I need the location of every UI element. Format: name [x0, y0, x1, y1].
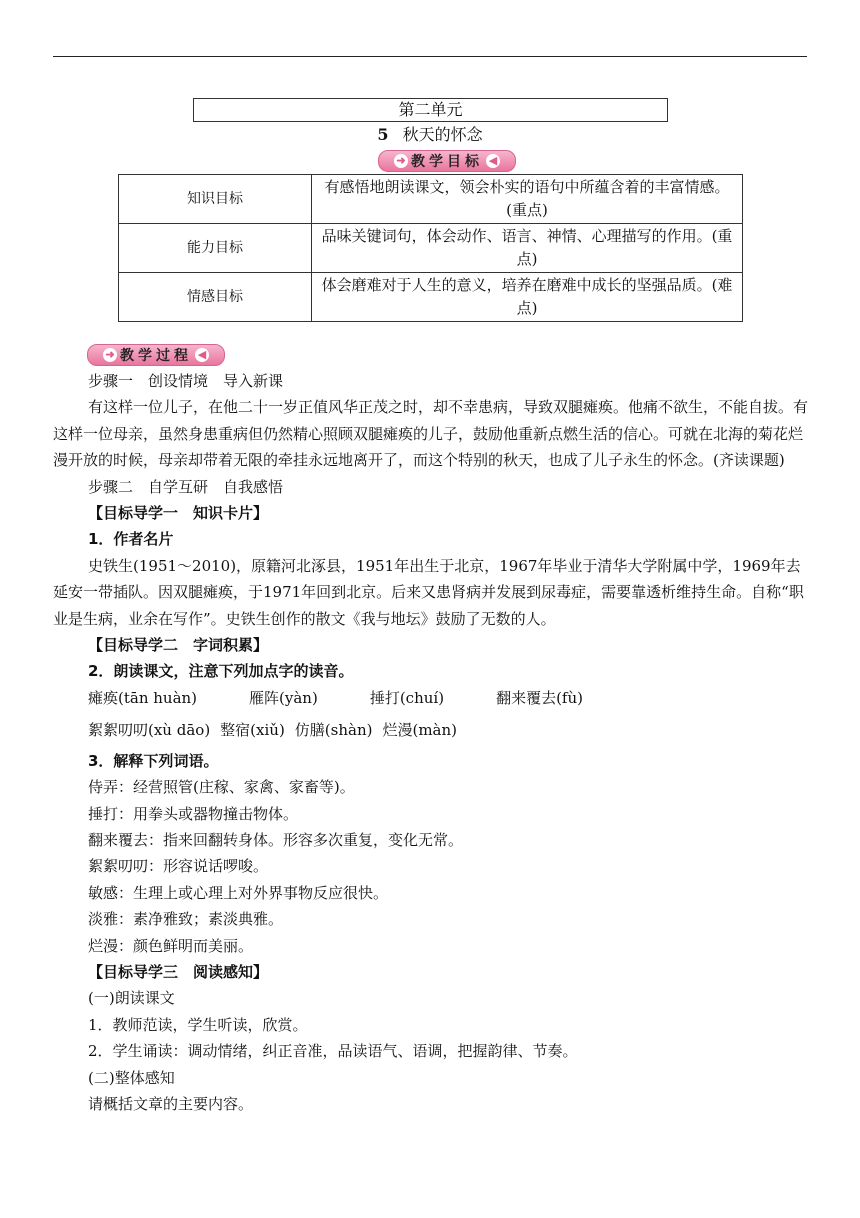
pronunciation-item: 整宿(xiǔ): [220, 721, 285, 740]
step-two: 步骤二 自学互研 自我感悟: [88, 477, 284, 496]
section-read-aloud: (一)朗读课文: [88, 989, 175, 1008]
pronunciation-item: 翻来覆去(fù): [496, 688, 583, 707]
goal-label: 能力目标: [119, 224, 312, 273]
pronunciation-item: 烂漫(màn): [382, 721, 458, 740]
pronunciation-item: 捶打(chuí): [369, 688, 445, 707]
pronunciation-item: 瘫痪(tān huàn): [88, 688, 198, 707]
goal-label: 知识目标: [119, 175, 312, 224]
table-row: [119, 224, 743, 273]
pronunciation-row: [53, 717, 809, 743]
goal-label: 情感目标: [119, 273, 312, 322]
step-one: 步骤一 创设情境 导入新课: [88, 372, 284, 390]
definition-item: 淡雅：素净雅致；素淡典雅。: [88, 910, 284, 929]
summary-prompt: 请概括文章的主要内容。: [88, 1094, 254, 1113]
pronunciation-item: 雁阵(yàn): [249, 688, 318, 707]
intro-paragraph: 有这样一位儿子，在他二十一岁正值风华正茂之时，却不幸患病，导致双腿瘫痪。他痛不欲生，不能自拔。有这样一位母亲，虽然身患重病但仍然精心照顾双腿瘫痪的儿子，鼓励他重新点燃生活的信心。可就在北海的菊花烂漫开放的时候，母亲却带着无限的牵挂永远地离开了，而这个特别的秋天，也成了儿子永生的怀念。(齐读课题): [53, 398, 809, 470]
teaching-process-badge: [87, 344, 225, 366]
definition-item: 烂漫：颜色鲜明而美丽。: [88, 936, 254, 955]
pronunciation-row: [53, 685, 809, 711]
teaching-goals-badge: [378, 150, 516, 172]
pronunciation-item: 仿膳(shàn): [294, 721, 373, 740]
badge-label: 教学目标: [411, 154, 483, 170]
pronunciation-heading: 2．朗读课文，注意下列加点字的读音。: [88, 662, 354, 681]
unit-title: 第二单元: [193, 98, 668, 122]
badge-label: 教学过程: [120, 348, 192, 364]
read-item: 2．学生诵读：调动情绪，纠正音准，品读语气、语调，把握韵律、节奏。: [88, 1042, 578, 1061]
goal-desc: 体会磨难对于人生的意义，培养在磨难中成长的坚强品质。(难点): [312, 273, 743, 322]
arrow-right-icon: ➜: [394, 154, 408, 168]
pronunciation-item: 絮絮叨叨(xù dāo): [88, 721, 211, 740]
read-item: 1．教师范读，学生听读，欣赏。: [88, 1015, 308, 1034]
table-row: [119, 175, 743, 224]
definition-item: 絮絮叨叨：形容说话啰唆。: [88, 857, 269, 876]
author-card-heading: 1．作者名片: [88, 530, 174, 549]
lesson-title: [0, 124, 860, 146]
definitions-heading: 3．解释下列词语。: [88, 751, 219, 770]
table-row: [119, 273, 743, 322]
guide-two-heading: 【目标导学二 字词积累】: [88, 636, 269, 655]
definition-item: 侍弄：经营照管(庄稼、家禽、家畜等)。: [88, 778, 355, 797]
guide-one-heading: 【目标导学一 知识卡片】: [88, 504, 269, 523]
guide-three-heading: 【目标导学三 阅读感知】: [88, 962, 269, 981]
section-overall: (二)整体感知: [88, 1068, 175, 1087]
lesson-body: [53, 368, 809, 1117]
goals-table: [118, 174, 743, 322]
goal-desc: 品味关键词句，体会动作、语言、神情、心理描写的作用。(重点): [312, 224, 743, 273]
lesson-number: 5: [377, 125, 389, 144]
goal-desc: 有感悟地朗读课文，领会朴实的语句中所蕴含着的丰富情感。(重点): [312, 175, 743, 224]
header-rule: [53, 56, 807, 57]
arrow-left-icon: ◀: [195, 348, 209, 362]
definition-item: 捶打：用拳头或器物撞击物体。: [88, 804, 299, 823]
author-paragraph: 史铁生(1951～2010)，原籍河北涿县，1951年出生于北京，1967年毕业于清华大学附属中学，1969年去延安一带插队。因双腿瘫痪，于1971年回到北京。后来又患肾病并发展到尿毒症，需要靠透析维持生命。自称“职业是生病，业余在写作”。史铁生创作的散文《我与地坛》鼓励了无数的人。: [53, 556, 804, 628]
arrow-left-icon: ◀: [486, 154, 500, 168]
arrow-right-icon: ➜: [103, 348, 117, 362]
definition-item: 敏感：生理上或心理上对外界事物反应很快。: [88, 883, 389, 902]
lesson-name: 秋天的怀念: [402, 125, 483, 144]
definition-item: 翻来覆去：指来回翻转身体。形容多次重复，变化无常。: [88, 830, 464, 849]
